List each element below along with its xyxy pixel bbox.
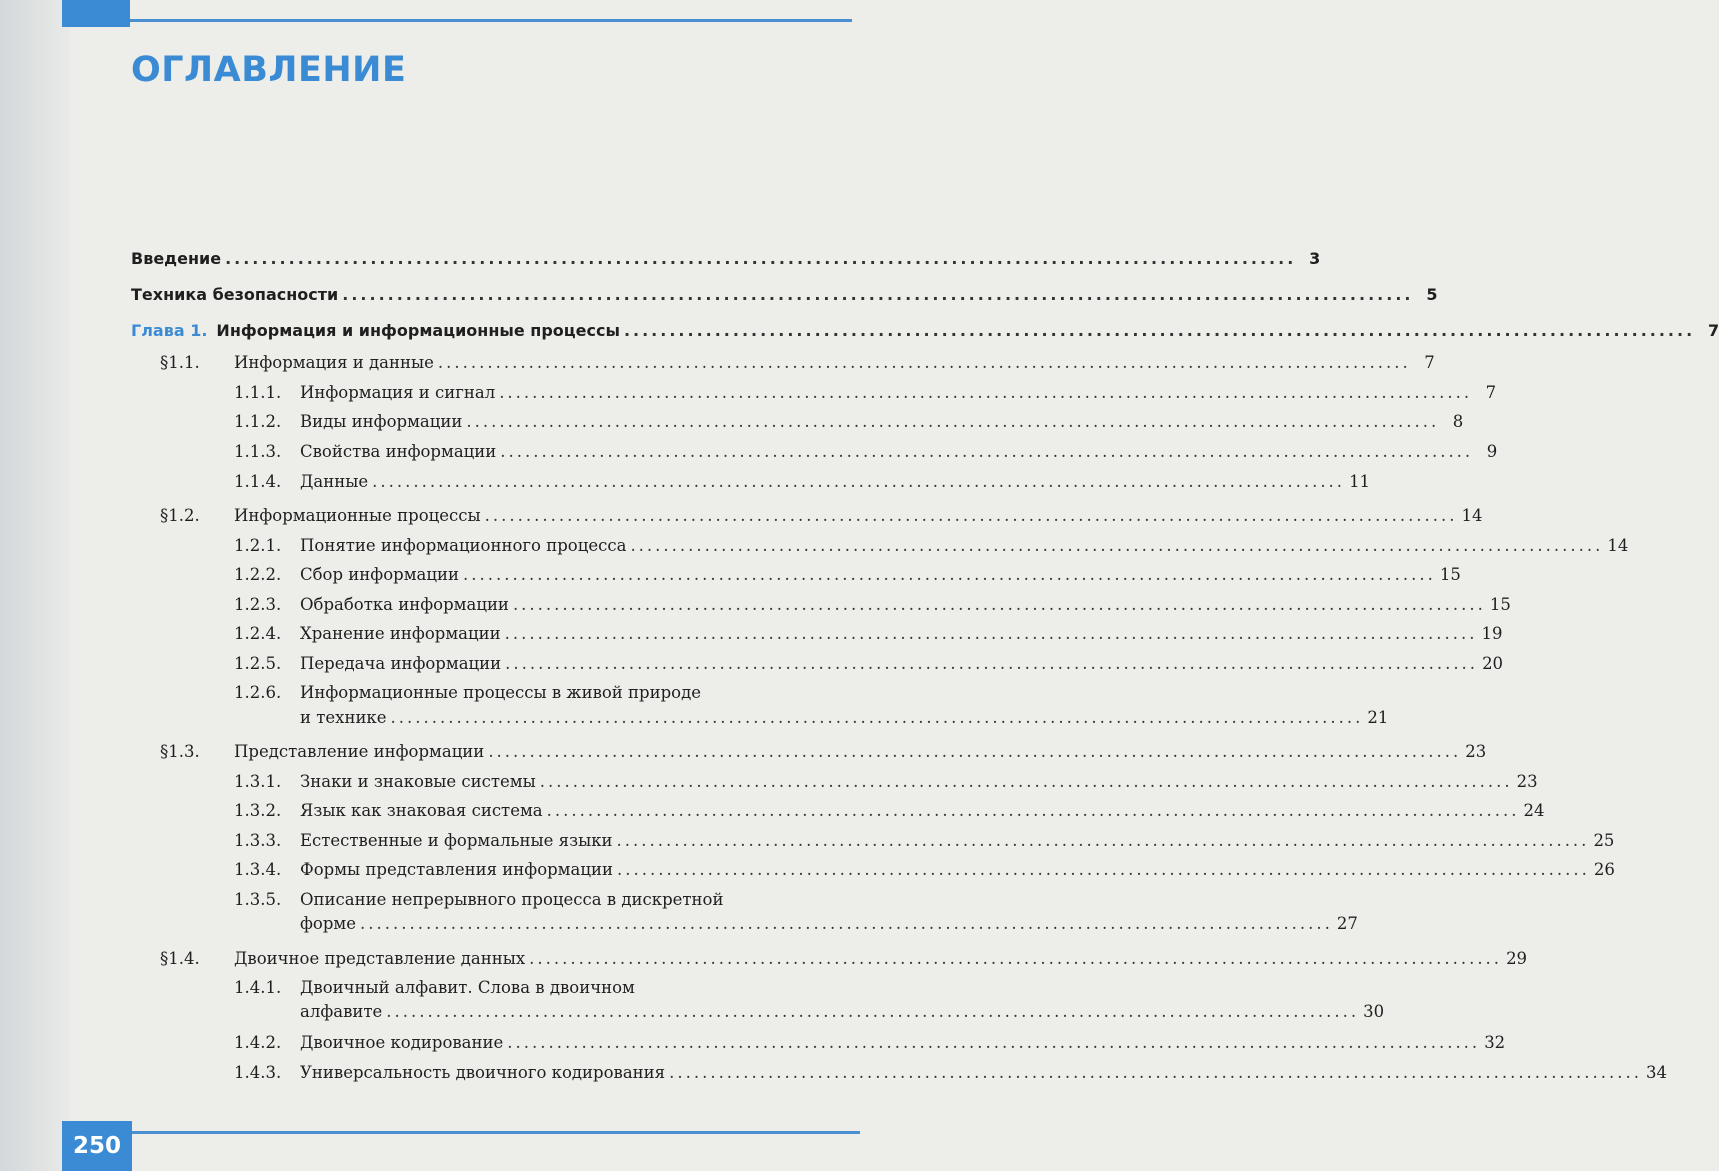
toc-entry-subsection[interactable] <box>234 594 1511 616</box>
subsection-number: 1.3.3. <box>234 831 282 850</box>
dot-leader: ...................................................................................................................... <box>616 860 1590 879</box>
toc-entry-page: 7 <box>1485 383 1497 402</box>
toc-entry-page: 5 <box>1426 285 1438 304</box>
dot-leader: ...................................................................................................................... <box>437 353 1411 372</box>
toc-entry-label: Описание непрерывного процесса в дискретной <box>300 890 724 909</box>
dot-leader: ...................................................................................................................... <box>546 801 1520 820</box>
toc-entry-label: Информационные процессы <box>234 506 481 525</box>
toc-entry-page: 15 <box>1439 565 1461 584</box>
dot-leader: ...................................................................................................................... <box>504 624 1478 643</box>
toc-entry-label-cont: форме <box>300 914 357 933</box>
subsection-number: 1.4.1. <box>234 978 282 997</box>
subsection-number: 1.3.4. <box>234 860 282 879</box>
dot-leader: ...................................................................................................................... <box>360 914 1333 933</box>
section-number: §1.1. <box>160 353 200 372</box>
toc-entry-subsection[interactable] <box>234 1032 1506 1054</box>
toc-entry-chapter-1[interactable] <box>131 320 1719 342</box>
toc-entry-page: 9 <box>1486 442 1498 461</box>
toc-entry-label: Информация и сигнал <box>300 383 496 402</box>
subsection-number: 1.2.3. <box>234 595 282 614</box>
toc-entry-page: 19 <box>1481 624 1503 643</box>
toc-entry-label: Информация и информационные процессы <box>216 321 620 340</box>
toc-entry-page: 14 <box>1607 536 1629 555</box>
dot-leader: ...................................................................................................................... <box>386 1002 1360 1021</box>
dot-leader: ...................................................................................................................... <box>225 249 1297 268</box>
toc-entry-page: 23 <box>1465 742 1487 761</box>
toc-entry-safety[interactable] <box>131 284 1438 306</box>
subsection-number: 1.4.3. <box>234 1063 282 1082</box>
subsection-number: 1.1.1. <box>234 383 282 402</box>
toc-entry-subsection-continuation[interactable] <box>300 1001 1385 1023</box>
toc-entry-label: Естественные и формальные языки <box>300 831 613 850</box>
toc-entry-page: 24 <box>1523 801 1545 820</box>
toc-entry-page: 25 <box>1593 831 1615 850</box>
dot-leader: ...................................................................................................................... <box>499 383 1473 402</box>
toc-entry-label: Знаки и знаковые системы <box>300 772 536 791</box>
dot-leader: ...................................................................................................................... <box>505 654 1479 673</box>
toc-entry-subsection-first-line[interactable] <box>234 682 701 704</box>
dot-leader: ...................................................................................................................... <box>616 831 1590 850</box>
toc-entry-page: 11 <box>1349 472 1371 491</box>
toc-entry-label: Универсальность двоичного кодирования <box>300 1063 666 1082</box>
toc-entry-page: 3 <box>1309 249 1321 268</box>
dot-leader: ...................................................................................................................... <box>488 742 1462 761</box>
section-number: §1.4. <box>160 949 200 968</box>
toc-entry-page: 32 <box>1484 1033 1506 1052</box>
dot-leader: ...................................................................................................................... <box>529 949 1503 968</box>
subsection-number: 1.2.4. <box>234 624 282 643</box>
toc-entry-page: 29 <box>1506 949 1528 968</box>
page-title: ОГЛАВЛЕНИЕ <box>131 50 407 90</box>
dot-leader: ...................................................................................................................... <box>342 285 1414 304</box>
section-number: §1.2. <box>160 506 200 525</box>
subsection-number: 1.3.1. <box>234 772 282 791</box>
subsection-number: 1.2.1. <box>234 536 282 555</box>
toc-entry-subsection[interactable] <box>234 623 1503 645</box>
toc-entry-page: 20 <box>1482 654 1504 673</box>
toc-entry-section[interactable] <box>160 741 1487 763</box>
subsection-number: 1.2.6. <box>234 683 282 702</box>
subsection-number: 1.3.5. <box>234 890 282 909</box>
toc-entry-label: Техника безопасности <box>131 285 339 304</box>
toc-entry-subsection[interactable] <box>234 382 1497 404</box>
toc-entry-label: Данные <box>300 472 369 491</box>
subsection-number: 1.2.5. <box>234 654 282 673</box>
toc-entry-subsection[interactable] <box>234 859 1615 881</box>
page-number-badge: 250 <box>62 1121 132 1171</box>
toc-entry-label: Представление информации <box>234 742 485 761</box>
subsection-number: 1.1.2. <box>234 412 282 431</box>
dot-leader: ...................................................................................................................... <box>500 442 1474 461</box>
toc-entry-label: Виды информации <box>300 412 463 431</box>
toc-entry-subsection[interactable] <box>234 1062 1667 1084</box>
toc-entry-subsection[interactable] <box>234 441 1498 463</box>
subsection-number: 1.1.3. <box>234 442 282 461</box>
subsection-number: 1.3.2. <box>234 801 282 820</box>
subsection-number: 1.1.4. <box>234 472 282 491</box>
toc-entry-page: 14 <box>1461 506 1483 525</box>
toc-entry-page: 7 <box>1708 321 1719 340</box>
dot-leader: ...................................................................................................................... <box>462 565 1436 584</box>
toc-entry-page: 26 <box>1593 860 1615 879</box>
toc-entry-page: 15 <box>1489 595 1511 614</box>
toc-entry-label: Сбор информации <box>300 565 459 584</box>
toc-entry-subsection[interactable] <box>234 411 1464 433</box>
toc-entry-subsection-first-line[interactable] <box>234 977 635 999</box>
toc-entry-label: Обработка информации <box>300 595 509 614</box>
toc-entry-label: Формы представления информации <box>300 860 613 879</box>
bottom-rule <box>130 1131 860 1134</box>
toc-entry-section[interactable] <box>160 352 1435 374</box>
toc-entry-subsection[interactable] <box>234 771 1538 793</box>
toc-entry-page: 21 <box>1367 708 1389 727</box>
dot-leader: ...................................................................................................................... <box>630 536 1604 555</box>
toc-entry-subsection[interactable] <box>234 471 1371 493</box>
toc-entry-label: Хранение информации <box>300 624 501 643</box>
subsection-number: 1.2.2. <box>234 565 282 584</box>
toc-entry-label: Понятие информационного процесса <box>300 536 627 555</box>
toc-entry-page: 7 <box>1424 353 1435 372</box>
subsection-number: 1.4.2. <box>234 1033 282 1052</box>
toc-entry-subsection[interactable] <box>234 800 1545 822</box>
toc-entry-section[interactable] <box>160 505 1483 527</box>
toc-entry-subsection-first-line[interactable] <box>234 889 724 911</box>
dot-leader: ...................................................................................................................... <box>484 506 1458 525</box>
toc-entry-page: 27 <box>1336 914 1358 933</box>
toc-entry-label: Двоичное кодирование <box>300 1033 504 1052</box>
toc-entry-label: Свойства информации <box>300 442 497 461</box>
dot-leader: ...................................................................................................................... <box>512 595 1486 614</box>
dot-leader: ...................................................................................................................... <box>623 321 1696 340</box>
section-number: §1.3. <box>160 742 200 761</box>
dot-leader: ...................................................................................................................... <box>466 412 1440 431</box>
dot-leader: ...................................................................................................................... <box>390 708 1364 727</box>
dot-leader: ...................................................................................................................... <box>539 772 1513 791</box>
dot-leader: ...................................................................................................................... <box>372 472 1346 491</box>
toc-entry-subsection[interactable] <box>234 653 1504 675</box>
toc-entry-label: Двоичное представление данных <box>234 949 526 968</box>
toc-entry-subsection[interactable] <box>234 830 1615 852</box>
chapter-number: Глава 1. <box>131 321 208 340</box>
toc-entry-subsection[interactable] <box>234 535 1629 557</box>
toc-entry-page: 8 <box>1452 412 1464 431</box>
toc-entry-label: Двоичный алфавит. Слова в двоичном <box>300 978 635 997</box>
toc-entry-label: Введение <box>131 249 222 268</box>
dot-leader: ...................................................................................................................... <box>669 1063 1642 1082</box>
dot-leader: ...................................................................................................................... <box>507 1033 1481 1052</box>
toc-entry-label-cont: алфавите <box>300 1002 383 1021</box>
toc-entry-label: Информационные процессы в живой природе <box>300 683 702 702</box>
toc-entry-page: 23 <box>1516 772 1538 791</box>
toc-entry-section[interactable] <box>160 948 1528 970</box>
toc-entry-intro[interactable] <box>131 248 1321 270</box>
toc-entry-subsection-continuation[interactable] <box>300 913 1358 935</box>
toc-entry-label: Язык как знаковая система <box>300 801 543 820</box>
toc-entry-subsection[interactable] <box>234 564 1461 586</box>
toc-entry-label: Информация и данные <box>234 353 434 372</box>
toc-entry-page: 30 <box>1363 1002 1385 1021</box>
toc-entry-subsection-continuation[interactable] <box>300 707 1389 729</box>
toc-entry-page: 34 <box>1646 1063 1667 1082</box>
toc-entry-label-cont: и технике <box>300 708 387 727</box>
toc-entry-label: Передача информации <box>300 654 502 673</box>
